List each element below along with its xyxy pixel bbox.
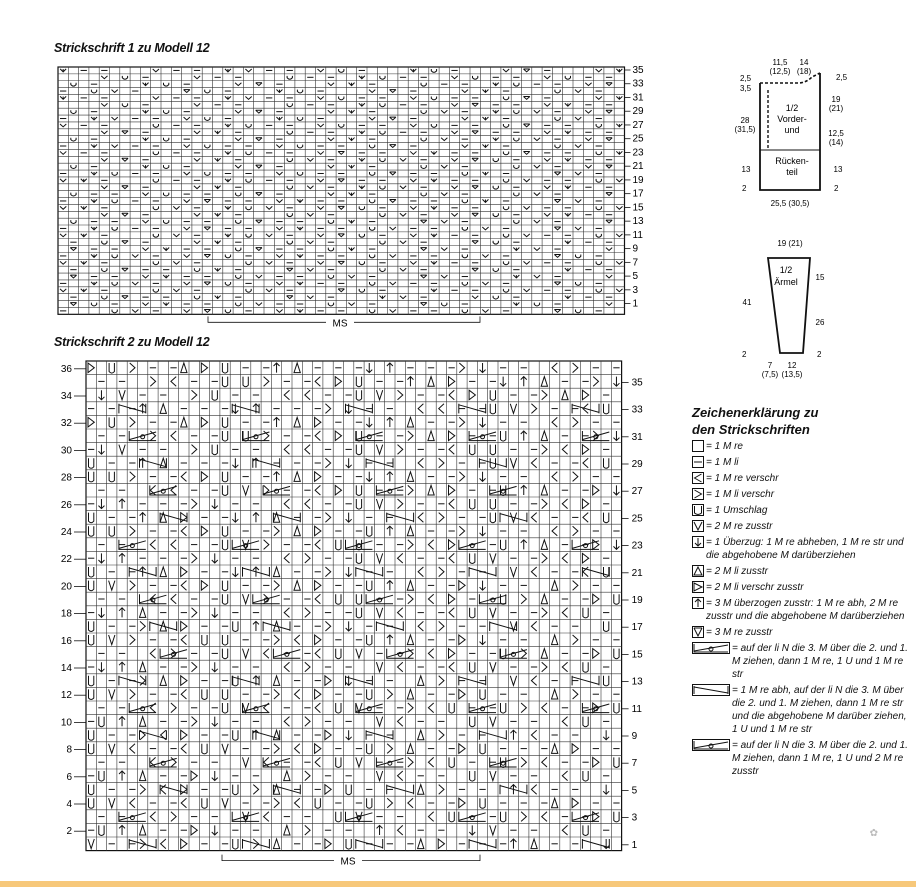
dim-right-bottom: 2	[834, 184, 839, 193]
chart2-right-row-number: 9	[631, 731, 638, 742]
legend-item-text: = 1 M li	[706, 457, 739, 468]
chart2-left-row-number: 16	[60, 635, 72, 647]
dim-top-right-sub: (18)	[796, 67, 812, 76]
legend-item-text: = 2 M li verschr zusstr	[706, 582, 804, 593]
chart1-ms-label: MS	[332, 318, 348, 330]
legend-icon-frame	[693, 441, 704, 452]
chart2-title: Strickschrift 2 zu Modell 12	[54, 335, 210, 349]
chart2-right-row-number: 27	[631, 486, 643, 498]
legend-item	[692, 536, 910, 562]
legend-item	[692, 504, 910, 517]
sleeve-label-2: Ärmel	[774, 277, 798, 287]
chart2-left-row-number: 8	[66, 744, 72, 756]
legend-item	[692, 565, 910, 578]
dim-top-left: 11,5	[772, 58, 788, 67]
chart1-row-number: 23	[632, 147, 644, 159]
chart2-left-row-number: 10	[60, 717, 72, 729]
less-than-icon	[692, 472, 704, 484]
chart1-row-number: 15	[632, 202, 644, 214]
chart1-row-number: 9	[632, 243, 639, 255]
back-label-1: Rücken-	[775, 156, 809, 166]
chart2-right-row-number: 13	[631, 676, 643, 688]
empty-square-icon	[692, 440, 704, 452]
legend-item-text: = 3 M re zusstr	[706, 627, 773, 638]
back-label-2: teil	[786, 167, 798, 177]
chart2-left-row-number: 12	[60, 690, 72, 702]
sleeve-label-1: 1/2	[779, 265, 793, 275]
chart1-row-number: 33	[632, 78, 644, 90]
legend-title: Zeichenerklärung zu den Strickschriften	[692, 405, 819, 437]
sleeve-schematic	[742, 239, 825, 379]
legend-item-text: = 1 Umschlag	[706, 505, 768, 516]
watermark: ✿	[869, 828, 878, 839]
legend-item	[692, 739, 910, 778]
body-schematic	[735, 58, 848, 208]
chart2-right-row-number: 17	[631, 622, 643, 634]
sleeve-dim-bottom-left-sub: (7,5)	[761, 370, 779, 379]
arrow-down-icon	[692, 536, 704, 548]
chart2-right-row-number: 11	[631, 703, 642, 715]
legend-item-text: = 3 M überzogen zusstr: 1 M re abh, 2 M re zusstr und die abgehobene M darüberziehen	[706, 598, 905, 622]
chart2-left-row-number: 24	[60, 527, 72, 538]
chart2-ms-label: MS	[340, 856, 356, 868]
legend-item-text: = 1 M re	[706, 441, 743, 452]
triangle-up-icon	[692, 565, 704, 577]
legend-item	[692, 684, 910, 736]
triangle-right-icon	[692, 581, 704, 593]
dim-right-mid: 12,5	[828, 129, 844, 138]
dim-left-height-sub: (31,5)	[734, 125, 756, 134]
dim-top-right: 14	[799, 58, 809, 67]
dim-right-mid-sub: (14)	[828, 138, 844, 147]
legend-item	[692, 642, 910, 681]
dim-right-low: 13	[833, 165, 843, 174]
legend-item	[692, 472, 910, 485]
chart1-row-number: 35	[632, 65, 644, 76]
legend-item-text: = 1 Überzug: 1 M re abheben, 1 M re str und die abgehobene M darüberziehen	[706, 537, 904, 561]
chart2-left-row-number: 4	[66, 799, 72, 810]
chart2-left-row-number: 6	[66, 771, 72, 783]
dim-left-shoulder: 2,5	[740, 74, 752, 83]
chart2-right-row-number: 3	[631, 812, 638, 824]
arrow-up-icon	[692, 597, 704, 609]
legend-item-text: = 2 M re zusstr	[706, 521, 773, 532]
legend-item-text: = 1 M re abh, auf der li N die 3. M über die 2. und 1. M ziehen, dann 1 M re str und die abgehobene M darüber ziehen, 1 U und 1 M re str	[732, 685, 907, 735]
legend-item-text: = auf der li N die 3. M über die 2. und 1. M ziehen, dann 1 M re, 1 U und 2 M re zusstr	[732, 740, 908, 777]
chart1-row-number: 21	[632, 161, 644, 173]
legend-item	[692, 456, 910, 469]
chart2-right-row-number: 5	[631, 785, 638, 797]
chart1-row-number: 27	[632, 119, 644, 131]
dim-left-height: 28	[740, 116, 750, 125]
legend-item-text: = auf der li N die 3. M über die 2. und 1. M ziehen, dann 1 M re, 1 U und 1 M re str	[732, 643, 908, 680]
chart1-row-number: 3	[632, 284, 639, 296]
chart2-right-row-number: 19	[631, 595, 643, 606]
dash-icon	[692, 456, 704, 468]
sleeve-dim-right-top: 15	[815, 273, 825, 282]
bottom-accent-bar	[0, 881, 916, 887]
chart1-row-number: 25	[632, 133, 644, 145]
dim-left-shoulder-sub: 3,5	[740, 84, 752, 93]
chart2-right-row-number: 7	[631, 758, 638, 770]
cable-left-icon	[692, 642, 730, 654]
chart2-left-row-number: 30	[60, 445, 72, 457]
greater-than-icon	[692, 488, 704, 500]
sleeve-dim-bottom-right-sub: (13,5)	[781, 370, 803, 379]
dim-left-low: 13	[741, 165, 751, 174]
front-label-1: 1/2	[785, 103, 799, 113]
legend-item	[692, 597, 910, 623]
chart1-row-number: 13	[632, 216, 644, 228]
chart1-row-number: 1	[632, 298, 639, 310]
chart1-row-number: 31	[632, 92, 644, 104]
v-icon	[692, 520, 704, 532]
chart2-left-row-number: 32	[60, 418, 72, 430]
sleeve-dim-left-bottom: 2	[742, 350, 747, 359]
chart2-grid	[86, 361, 622, 851]
legend-item-text: = 1 M li verschr	[706, 489, 775, 500]
u-icon	[692, 504, 704, 516]
sleeve-dim-right-bottom: 2	[817, 350, 822, 359]
chart2-left-row-number: 14	[60, 663, 72, 674]
chart1-row-number: 17	[632, 188, 644, 200]
chart2-left-row-number: 20	[60, 581, 72, 593]
chart2-right-row-number: 1	[631, 839, 638, 851]
sleeve-dim-top: 19 (21)	[777, 239, 803, 248]
legend-item-text: = 2 M li zusstr	[706, 566, 768, 577]
front-label-2: Vorder-	[777, 114, 807, 124]
cable-right-icon	[692, 684, 730, 696]
legend-item	[692, 440, 910, 453]
chart1-grid	[58, 67, 625, 314]
chart2-right-row-number: 15	[631, 649, 643, 661]
chart2-right-row-number: 33	[631, 404, 643, 416]
chart2-left-row-number: 26	[60, 499, 72, 511]
chart2-left-row-number: 2	[66, 826, 72, 838]
chart2-left-row-number: 36	[60, 363, 72, 375]
legend-item	[692, 626, 910, 639]
chart1-row-number: 11	[632, 229, 643, 241]
dim-left-bottom: 2	[742, 184, 747, 193]
legend-item	[692, 488, 910, 501]
chart1-row-number: 7	[632, 257, 639, 269]
chart2-right-row-number: 21	[631, 567, 643, 579]
legend-item	[692, 581, 910, 594]
chart1-row-number: 5	[632, 271, 639, 283]
sleeve-dim-right-mid: 26	[815, 318, 825, 327]
chart2-right-row-number: 25	[631, 513, 643, 525]
dim-right-upper-sub: (21)	[828, 104, 844, 113]
front-label-3: und	[784, 125, 800, 135]
chart1-row-number: 19	[632, 174, 644, 186]
chart1-title: Strickschrift 1 zu Modell 12	[54, 41, 210, 55]
legend	[692, 440, 910, 781]
dim-right-upper: 19	[831, 95, 841, 104]
chart2-right-row-number: 35	[631, 377, 643, 389]
chart2-left-row-number: 18	[60, 608, 72, 620]
double-v-icon	[692, 626, 704, 638]
chart2-right-row-number: 29	[631, 459, 643, 470]
chart2-right-row-number: 23	[631, 540, 643, 552]
sleeve-dim-bottom-right: 12	[787, 361, 797, 370]
dim-top-left-sub: (12,5)	[769, 67, 791, 76]
legend-item	[692, 520, 910, 533]
sleeve-dim-left: 41	[742, 298, 752, 307]
chart2-left-row-number: 22	[60, 554, 72, 566]
chart2-left-row-number: 34	[60, 391, 72, 402]
chart1-row-number: 29	[632, 106, 644, 118]
dim-width: 25,5 (30,5)	[770, 199, 810, 208]
legend-item-text: = 1 M re verschr	[706, 473, 779, 484]
sleeve-dim-bottom-left: 7	[767, 361, 773, 370]
chart2-left-row-number: 28	[60, 472, 72, 484]
chart2-right-row-number: 31	[631, 431, 643, 443]
dim-right-shoulder: 2,5	[836, 73, 848, 82]
cable-left2-icon	[692, 739, 730, 751]
